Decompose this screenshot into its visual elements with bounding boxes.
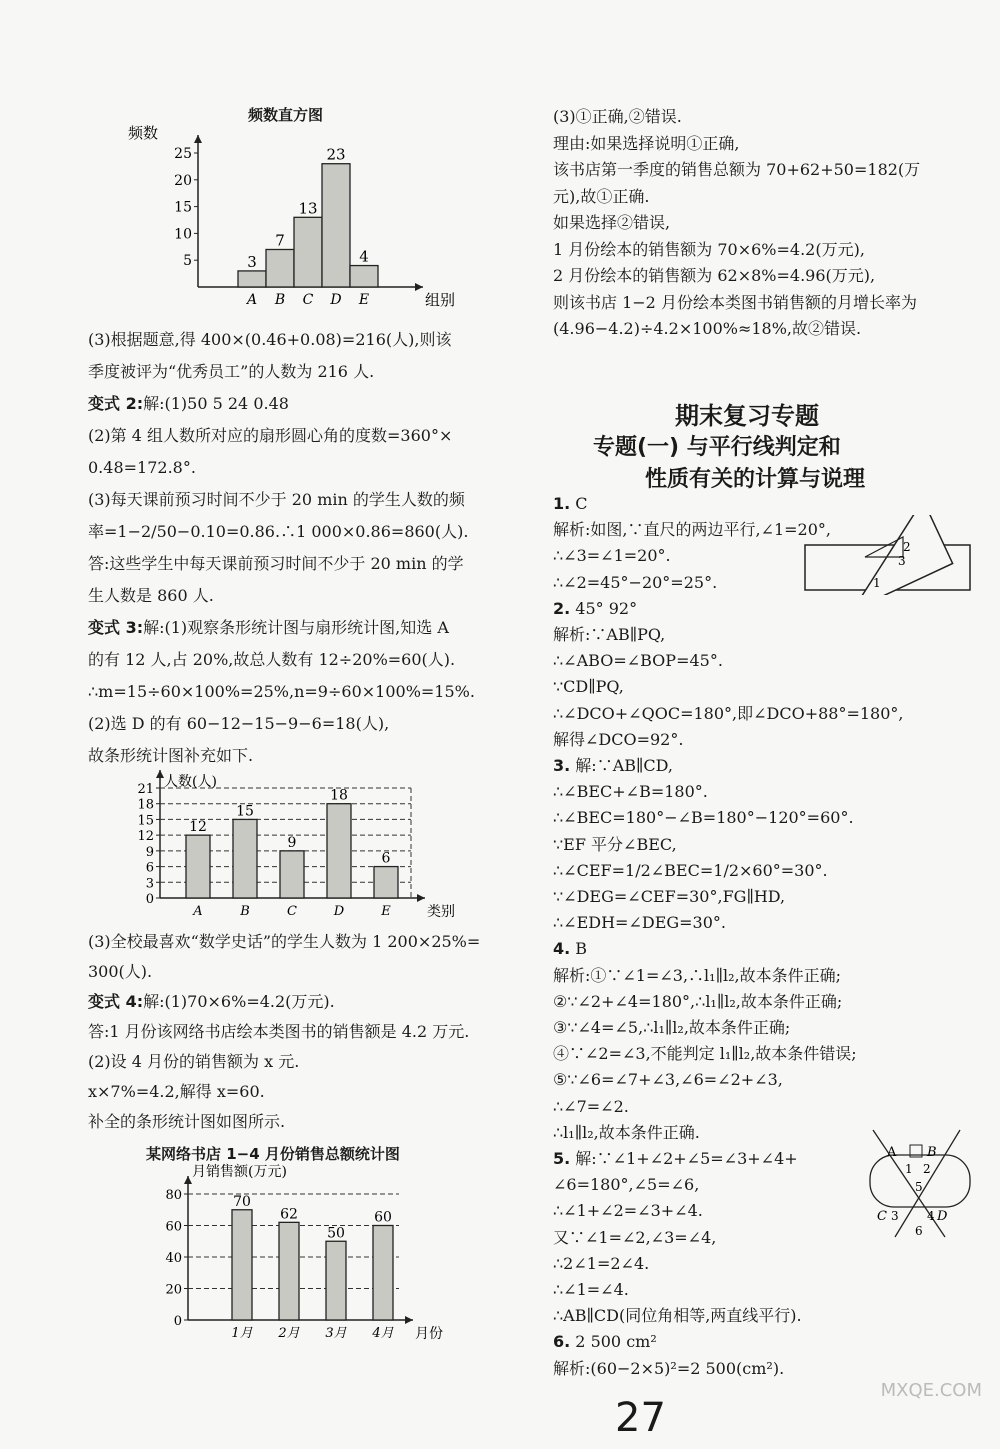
y-axis-label: 人数(人) (164, 774, 217, 790)
text-line (553, 546, 671, 566)
bar-value-label: 23 (326, 145, 346, 164)
svg-text:1: 1 (905, 1162, 913, 1176)
category-label: E (381, 904, 391, 919)
x-axis-label: 月份 (415, 1326, 443, 1342)
category-label: D (330, 292, 342, 308)
line-text: ∴m=15÷60×100%=25%,n=9÷60×100%=15%. (88, 682, 475, 701)
category-label: 2月 (278, 1326, 300, 1341)
text-line (553, 134, 739, 154)
line-text: (3)①正确,②错误. (553, 107, 682, 126)
bar (374, 867, 398, 898)
text-line (88, 458, 196, 478)
line-text: 该书店第一季度的销售总额为 70+62+50=182(万 (553, 160, 921, 179)
svg-text:A: A (887, 1145, 897, 1160)
text-line (553, 520, 831, 540)
line-text: ∴∠CEF=1/2∠BEC=1/2×60°=30°. (553, 860, 828, 880)
line-text: 率=1−2/50−0.10=0.86.∴1 000×0.86=860(人). (88, 522, 469, 541)
category-label: 4月 (372, 1326, 394, 1341)
y-tick-label: 25 (174, 146, 192, 162)
text-line (553, 1306, 802, 1326)
topic-heading-line2: 性质有关的计算与说理 (645, 467, 866, 492)
text-line (553, 240, 865, 260)
chart1-title: 频数直方图 (248, 106, 324, 124)
text-line (553, 651, 723, 671)
text-line (553, 160, 920, 180)
y-tick-label: 12 (137, 829, 154, 845)
text-line (88, 746, 253, 766)
line-text: 2 500 cm² (570, 1332, 657, 1352)
ruler-triangle-figure (803, 515, 973, 595)
bar-value-label: 18 (330, 787, 348, 804)
line-text: 的有 12 人,占 20%,故总人数有 12÷20%=60(人). (88, 650, 456, 669)
line-text: C (570, 494, 588, 513)
category-label: D (333, 904, 345, 919)
text-line (553, 494, 588, 514)
frequency-histogram (128, 122, 468, 337)
item-label: 5. (553, 1149, 571, 1168)
topic-heading-line1: 专题(一) 与平行线判定和 (593, 435, 841, 460)
text-line (553, 808, 854, 828)
line-text: 1 月份绘本的销售额为 70×6%=4.2(万元), (553, 239, 865, 259)
section-heading: 期末复习专题 (675, 402, 819, 430)
chart3-title: 某网络书店 1−4 月份销售总额统计图 (146, 1145, 400, 1163)
text-line (553, 756, 673, 776)
bar (350, 266, 378, 287)
bar-value-label: 60 (374, 1209, 392, 1226)
bar-value-label: 7 (275, 231, 285, 250)
bar (186, 835, 210, 898)
bar-value-label: 6 (381, 850, 391, 867)
line-text: ∴∠DCO+∠QOC=180°,即∠DCO+88°=180°, (553, 703, 904, 723)
line-text: ∴∠1=∠4. (553, 1280, 629, 1299)
text-line (553, 1175, 699, 1195)
line-text: B (570, 939, 588, 959)
line-text: x×7%=4.2,解得 x=60. (88, 1082, 265, 1101)
svg-text:3: 3 (898, 554, 906, 568)
line-text: ②∵∠2+∠4=180°,∴l₁∥l₂,故本条件正确; (553, 991, 843, 1011)
category-bar-chart (128, 770, 488, 920)
bar (327, 804, 351, 898)
line-text: 生人数是 860 人. (88, 586, 214, 605)
bar (326, 1241, 346, 1320)
line-text: ∠6=180°,∠5=∠6, (553, 1175, 700, 1195)
category-label: B (240, 904, 250, 919)
text-line (553, 573, 717, 593)
line-text: ∴∠BEC=180°−∠B=180°−120°=60°. (553, 808, 854, 828)
bar (233, 819, 257, 898)
svg-text:1: 1 (873, 576, 881, 590)
text-line (553, 704, 904, 724)
text-line (88, 1112, 285, 1132)
y-tick-label: 3 (145, 876, 154, 892)
y-tick-label: 60 (165, 1219, 182, 1235)
line-text: ∴∠3=∠1=20°. (553, 546, 671, 566)
line-text: ③∵∠4=∠5,∴l₁∥l₂,故本条件正确; (553, 1018, 791, 1037)
line-text: 45° 92° (570, 598, 638, 618)
text-line (553, 1149, 798, 1169)
svg-text:5: 5 (915, 1180, 923, 1194)
category-label: A (246, 292, 258, 308)
bar (294, 217, 322, 287)
bar-value-label: 3 (247, 252, 257, 271)
text-line (553, 1123, 700, 1143)
text-line (88, 426, 452, 446)
watermark-text: MXQE.COM (880, 1380, 982, 1401)
item-label: 2. (553, 598, 571, 618)
text-line (88, 618, 449, 638)
text-line (88, 490, 465, 510)
y-tick-label: 20 (165, 1282, 182, 1298)
y-axis-label: 频数 (128, 124, 159, 142)
category-label: A (193, 904, 203, 919)
text-line (553, 1070, 783, 1090)
y-tick-label: 6 (145, 860, 154, 876)
text-line (553, 213, 670, 233)
line-text: 解得∠DCO=92°. (553, 729, 684, 749)
line-text: 解:∵AB∥CD, (570, 756, 673, 775)
svg-text:B: B (927, 1145, 937, 1160)
text-line (88, 962, 152, 982)
bar (232, 1210, 252, 1320)
svg-text:D: D (937, 1209, 948, 1224)
category-label: C (287, 904, 297, 919)
parallel-lines-figure (865, 1125, 985, 1240)
y-tick-label: 20 (174, 172, 192, 189)
text-line (553, 677, 624, 697)
text-line (88, 714, 389, 734)
line-text: 季度被评为“优秀员工”的人数为 216 人. (88, 362, 375, 381)
y-tick-label: 21 (137, 782, 154, 797)
text-line (88, 992, 335, 1012)
line-text: ∴∠EDH=∠DEG=30°. (553, 913, 726, 933)
svg-text:2: 2 (903, 540, 911, 554)
category-label: 3月 (325, 1326, 347, 1341)
monthly-sales-bar-chart (148, 1158, 508, 1348)
x-axis-arrow (405, 1316, 413, 1324)
y-tick-label: 0 (173, 1314, 182, 1329)
line-text: 解析:①∵∠1=∠3,∴l₁∥l₂,故本条件正确; (553, 965, 841, 985)
line-text: 答:1 月份该网络书店绘本类图书的销售额是 4.2 万元. (88, 1022, 470, 1041)
line-text: (4.96−4.2)÷4.2×100%≈18%,故②错误. (553, 319, 862, 338)
text-line (553, 782, 708, 802)
bar-value-label: 4 (359, 247, 369, 266)
svg-text:4: 4 (927, 1209, 935, 1223)
line-text: (3)全校最喜欢“数学史话”的学生人数为 1 200×25%= (88, 932, 481, 951)
line-text: (2)选 D 的有 60−12−15−9−6=18(人), (88, 714, 390, 733)
text-line (553, 1332, 657, 1352)
item-label: 1. (553, 494, 571, 513)
line-text: ∴∠2=45°−20°=25°. (553, 572, 718, 592)
text-line (88, 394, 289, 414)
line-text: 元),故①正确. (553, 186, 650, 206)
bar-value-label: 70 (233, 1193, 251, 1210)
category-label: C (302, 292, 314, 308)
category-label: 1月 (231, 1326, 253, 1341)
line-text: (3)根据题意,得 400×(0.46+0.08)=216(人),则该 (88, 330, 452, 349)
item-label: 变式 4: (88, 992, 144, 1011)
line-text: (3)每天课前预习时间不少于 20 min 的学生人数的频 (88, 490, 465, 509)
x-axis-arrow (415, 283, 423, 291)
item-label: 变式 2: (88, 394, 144, 413)
text-line (553, 1044, 857, 1064)
x-axis-label: 组别 (425, 291, 456, 309)
line-text: 0.48=172.8°. (88, 458, 196, 477)
line-text: 解析:(60−2×5)²=2 500(cm²). (553, 1358, 785, 1378)
text-line (88, 1022, 469, 1042)
line-text: ∴AB∥CD(同位角相等,两直线平行). (553, 1306, 802, 1326)
y-tick-label: 10 (174, 226, 192, 243)
x-axis-label: 类别 (427, 904, 455, 920)
bar-value-label: 12 (189, 819, 207, 836)
category-label: E (358, 292, 370, 308)
text-line (88, 522, 468, 542)
line-text: ∵CD∥PQ, (553, 677, 624, 697)
item-label: 4. (553, 939, 571, 959)
y-tick-label: 40 (165, 1251, 182, 1266)
y-axis-arrow (184, 1176, 192, 1184)
text-line (553, 107, 682, 127)
line-text: 解:∵∠1+∠2+∠5=∠3+∠4+ (570, 1149, 798, 1168)
y-tick-label: 80 (165, 1188, 182, 1203)
text-line (88, 650, 455, 670)
line-text: 则该书店 1−2 月份绘本类图书销售额的月增长率为 (553, 292, 917, 312)
text-line (553, 1280, 629, 1300)
text-line (553, 861, 828, 881)
text-line (553, 887, 785, 907)
text-line (553, 913, 726, 933)
line-text: ∴∠BEC+∠B=180°. (553, 782, 708, 802)
line-text: (2)第 4 组人数所对应的扇形圆心角的度数=360°× (88, 426, 453, 445)
bar-value-label: 50 (327, 1225, 345, 1242)
text-line (553, 599, 637, 619)
text-line (88, 362, 374, 382)
text-line (553, 992, 842, 1012)
x-axis-arrow (417, 894, 425, 902)
text-line (553, 187, 649, 207)
text-line (553, 835, 677, 855)
line-text: 解析:如图,∵直尺的两边平行,∠1=20°, (553, 520, 832, 540)
text-line (553, 1359, 784, 1379)
y-tick-label: 9 (145, 844, 154, 860)
y-tick-label: 18 (137, 797, 154, 813)
text-line (88, 932, 480, 952)
y-axis-arrow (156, 770, 164, 778)
line-text: 解:(1)70×6%=4.2(万元). (143, 992, 335, 1011)
svg-text:6: 6 (915, 1224, 923, 1238)
line-text: 如果选择②错误, (553, 213, 671, 232)
line-text: 故条形统计图补充如下. (88, 746, 254, 765)
text-line (553, 293, 917, 313)
text-line (553, 939, 587, 959)
text-line (88, 554, 464, 574)
y-axis-label: 月销售额(万元) (192, 1164, 287, 1180)
item-label: 3. (553, 756, 571, 775)
line-text: ∴l₁∥l₂,故本条件正确. (553, 1122, 700, 1142)
text-line (88, 682, 475, 702)
line-text: 2 月份绘本的销售额为 62×8%=4.96(万元), (553, 266, 876, 285)
text-line (553, 1201, 703, 1221)
text-line (553, 319, 861, 339)
text-line (553, 730, 683, 750)
line-text: ∴∠ABO=∠BOP=45°. (553, 651, 723, 671)
text-line (88, 330, 451, 350)
line-text: 又∵∠1=∠2,∠3=∠4, (553, 1227, 717, 1247)
svg-text:2: 2 (923, 1162, 931, 1176)
y-tick-label: 5 (183, 253, 192, 270)
y-axis-arrow (194, 135, 202, 143)
bar (280, 851, 304, 898)
line-text: ∴∠7=∠2. (553, 1096, 629, 1116)
line-text: ∵∠DEG=∠CEF=30°,FG∥HD, (553, 887, 786, 906)
line-text: 解:(1)50 5 24 0.48 (143, 394, 289, 413)
bar (238, 271, 266, 287)
bar (279, 1222, 299, 1320)
text-line (553, 966, 841, 986)
text-line (553, 266, 875, 286)
line-text: 答:这些学生中每天课前预习时间不少于 20 min 的学 (88, 554, 464, 573)
bar (373, 1226, 393, 1321)
item-label: 6. (553, 1332, 571, 1352)
line-text: ∵EF 平分∠BEC, (553, 834, 677, 854)
text-line (553, 1228, 716, 1248)
text-line (88, 586, 214, 606)
line-text: ④∵∠2=∠3,不能判定 l₁∥l₂,故本条件错误; (553, 1044, 857, 1064)
item-label: 变式 3: (88, 618, 144, 637)
svg-text:3: 3 (891, 1209, 899, 1223)
text-line (88, 1052, 299, 1072)
bar (266, 249, 294, 287)
text-line (553, 1018, 790, 1038)
bar (322, 164, 350, 287)
line-text: ∴2∠1=2∠4. (553, 1253, 650, 1273)
line-text: 解:(1)观察条形统计图与扇形统计图,知选 A (143, 618, 449, 637)
y-tick-label: 15 (174, 199, 192, 216)
line-text: 理由:如果选择说明①正确, (553, 133, 740, 153)
line-text: 补全的条形统计图如图所示. (88, 1112, 286, 1131)
bar-value-label: 13 (298, 199, 318, 218)
text-line (553, 1097, 629, 1117)
text-line (553, 625, 665, 645)
line-text: ∴∠1+∠2=∠3+∠4. (553, 1201, 703, 1221)
text-line (553, 1254, 649, 1274)
line-text: ⑤∵∠6=∠7+∠3,∠6=∠2+∠3, (553, 1070, 783, 1090)
svg-text:C: C (877, 1209, 887, 1224)
line-text: 解析:∵AB∥PQ, (553, 625, 666, 644)
bar-value-label: 9 (287, 834, 297, 851)
y-tick-label: 0 (145, 892, 154, 907)
line-text: 300(人). (88, 962, 153, 981)
line-text: (2)设 4 月份的销售额为 x 元. (88, 1052, 300, 1071)
category-label: B (274, 292, 286, 308)
bar-value-label: 62 (280, 1206, 298, 1223)
text-line (88, 1082, 265, 1102)
page-number: 27 (615, 1395, 666, 1441)
bar-value-label: 15 (236, 803, 254, 820)
y-tick-label: 15 (137, 813, 154, 829)
